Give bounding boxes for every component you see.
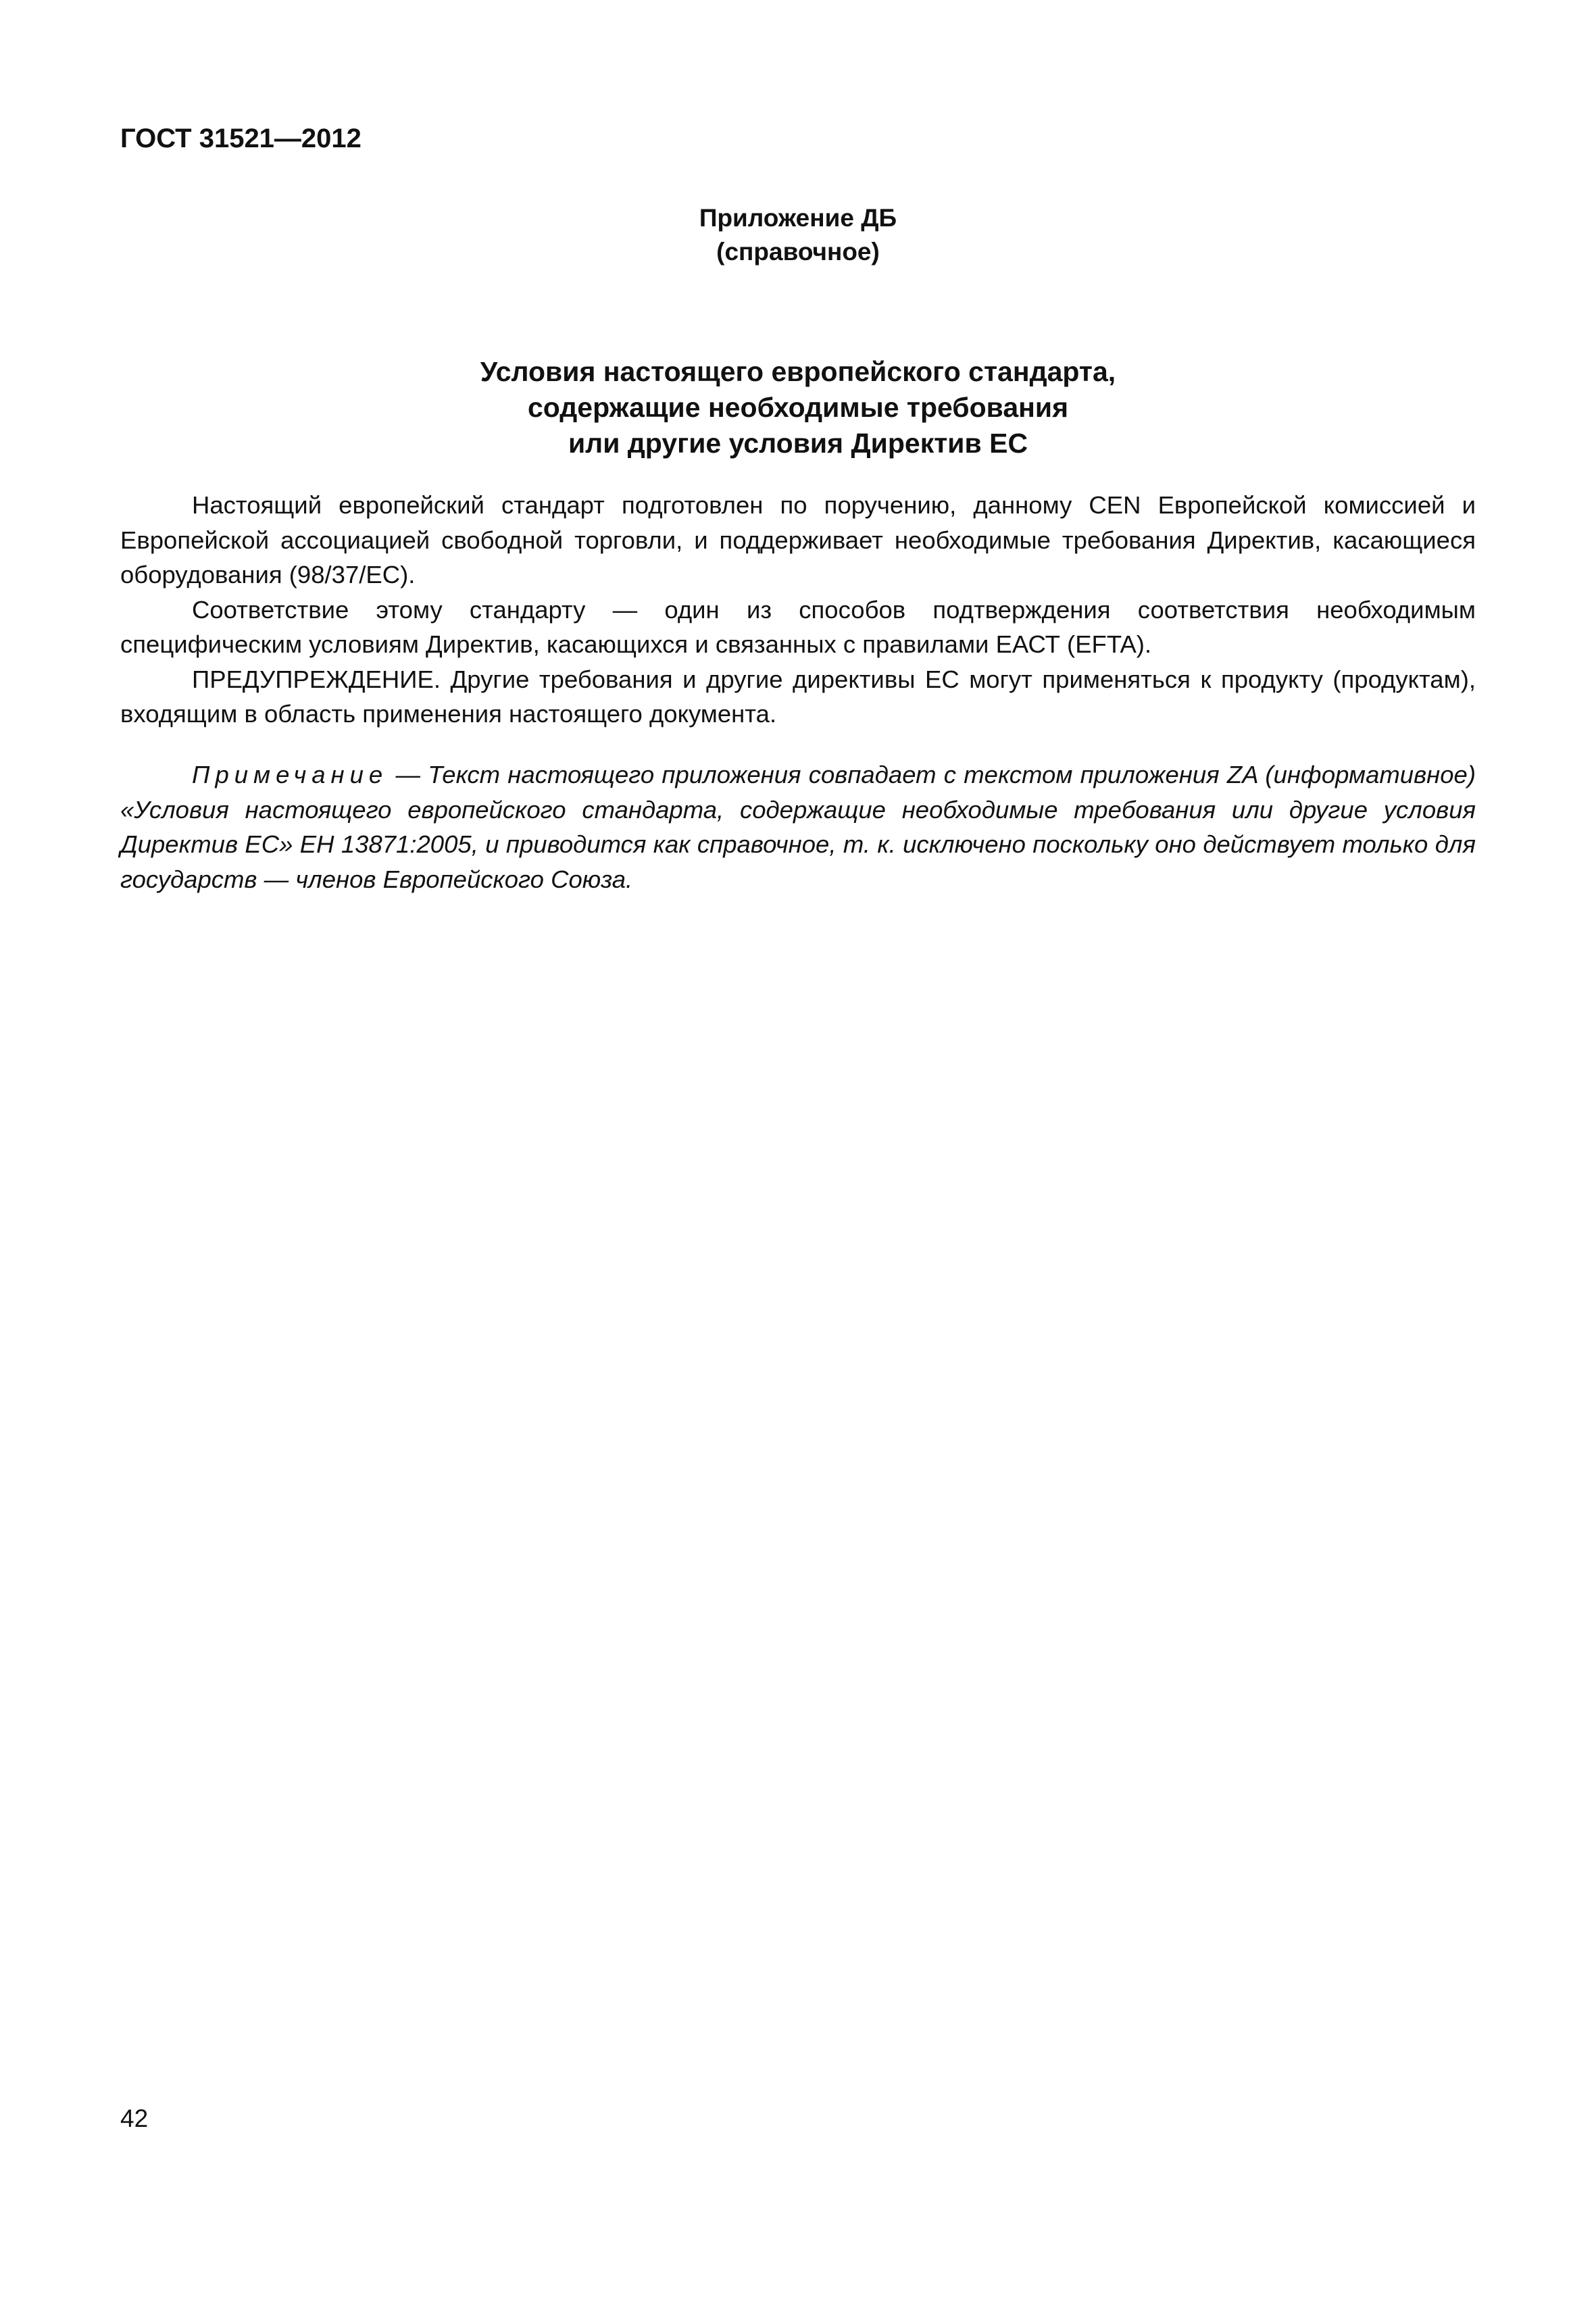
note: [120, 757, 1476, 897]
section-title: [0, 354, 1596, 461]
section-title-line-2: содержащие необходимые требования: [527, 392, 1069, 423]
body-text: [120, 488, 1476, 732]
appendix-type: (справочное): [716, 238, 880, 266]
section-title-line-1: Условия настоящего европейского стандарта,: [480, 356, 1116, 387]
section-title-line-3: или другие условия Директив ЕС: [568, 428, 1028, 459]
document-code-header: ГОСТ 31521—2012: [120, 124, 361, 153]
paragraph: Соответствие этому стандарту — один из способов подтверждения соответствия необходимым специфическим условиям Директив, касающихся и связанных с правилами ЕАСТ (EFTA).: [120, 595, 1476, 658]
page-number: 42: [120, 2105, 149, 2132]
appendix-title: Приложение ДБ: [699, 204, 897, 232]
note-label: Примечание: [192, 761, 389, 788]
paragraph: Настоящий европейский стандарт подготовлен по поручению, данному CEN Европейской комиссией и Европейской ассоциацией свободной торговли, и поддерживает необходимые требования Директив, касающиеся оборудования (98/37/ЕС).: [120, 491, 1476, 588]
paragraph: ПРЕДУПРЕЖДЕНИЕ. Другие требования и другие директивы ЕС могут применяться к продукту (продуктам), входящим в область применения настоящего документа.: [120, 665, 1476, 728]
appendix-heading: [0, 201, 1596, 269]
note-text: — Текст настоящего приложения совпадает с текстом приложения ZA (информативное) «Условия настоящего европейского стандарта, содержащие необходимые требования или другие условия Директив ЕС» ЕН 13871:2005, и приводится как справочное, т. к. исключено поскольку оно действует только для государств — членов Европейского Союза.: [120, 761, 1476, 893]
